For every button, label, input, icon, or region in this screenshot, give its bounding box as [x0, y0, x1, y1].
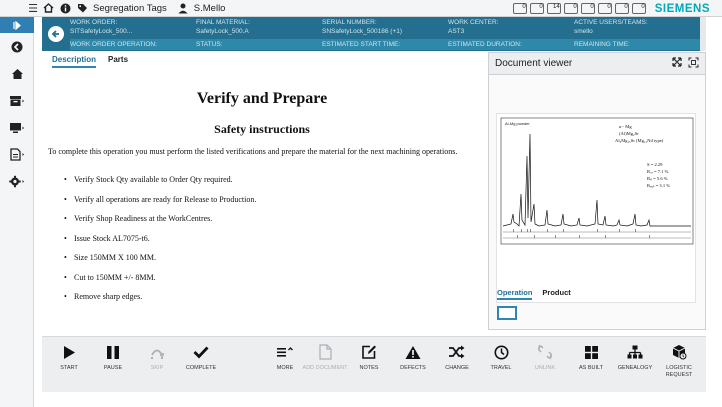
legend-item-1: α - Mg [619, 124, 632, 129]
unlink-icon [536, 343, 554, 361]
siemens-logo: SIEMENS [654, 2, 710, 15]
legend-item-2: (Al)Mg₂Sr [619, 131, 639, 136]
work-center-value: AST3 [448, 28, 465, 35]
complete-label: COMPLETE [185, 365, 217, 371]
remaining-time-label: REMAINING TIME: [574, 41, 630, 48]
document-page[interactable] [496, 113, 696, 303]
more-label: MORE [276, 365, 294, 371]
document-viewer-header [489, 53, 705, 75]
back-button[interactable] [48, 26, 64, 42]
list-item: • Issue Stock AL7075-t6. [64, 233, 150, 243]
hierarchy-icon [626, 343, 644, 361]
operation-title: Verify and Prepare [196, 90, 328, 107]
active-users-value: smello [574, 28, 593, 35]
document-viewer [488, 52, 706, 330]
defects-button[interactable] [388, 343, 438, 389]
description-panel [42, 70, 482, 332]
work-order-header [42, 17, 706, 51]
instruction-list [64, 175, 256, 312]
serial-number-label: SERIAL NUMBER: [322, 19, 377, 26]
unlink-button[interactable] [520, 343, 570, 389]
legend-item-3: Al₃Mg₁₅Sr (Mg₁₂Nd type) [615, 138, 664, 143]
pause-button[interactable] [88, 343, 138, 389]
unlink-label: UNLINK [534, 365, 556, 371]
complete-button[interactable] [176, 343, 226, 389]
tab-product[interactable]: Product [542, 288, 571, 297]
indicator-1-count: 0 [522, 4, 526, 10]
work-order-operation-label: WORK ORDER OPERATION: [70, 41, 157, 48]
indicator-6-count: 0 [607, 4, 611, 10]
operation-subtitle: Safety instructions [214, 122, 310, 136]
edit-note-icon [360, 343, 378, 361]
warning-icon [404, 343, 422, 361]
skip-button[interactable] [132, 343, 182, 389]
inventory-nav-icon[interactable] [0, 87, 34, 114]
indicator-5-icon[interactable] [581, 3, 595, 14]
tab-description[interactable]: Description [52, 55, 96, 68]
action-toolbar [42, 336, 706, 392]
checkmark-icon [192, 343, 210, 361]
expand-icon[interactable] [672, 57, 682, 70]
logistic-request-label: LOGISTIC REQUEST [665, 365, 693, 378]
change-label: CHANGE [445, 365, 469, 371]
operation-intro: To complete this operation you must perform the listed verifications and prepare the material for the next machining operations. [48, 147, 458, 156]
step-text: Verify Shop Readiness at the WorkCentres. [74, 214, 213, 223]
estimated-duration-label: ESTIMATED DURATION: [448, 41, 522, 48]
indicator-7-count: 0 [624, 4, 628, 10]
indicator-4-count: 0 [573, 4, 577, 10]
work-order-value: SITSafetyLock_500... [70, 28, 133, 35]
add-document-button[interactable] [300, 343, 350, 389]
home-icon[interactable] [42, 3, 55, 14]
indicator-4-icon[interactable] [564, 3, 578, 14]
pause-label: PAUSE [103, 365, 123, 371]
final-material-label: FINAL MATERIAL: [196, 19, 250, 26]
stat-4: Rₑₓₚ = 3.1 % [647, 183, 671, 188]
travel-button[interactable] [476, 343, 526, 389]
indicator-7-icon[interactable] [615, 3, 629, 14]
stat-3: Rₚ = 5.6 % [647, 176, 668, 181]
expand-sidebar-icon[interactable] [0, 17, 34, 33]
monitor-nav-icon[interactable] [0, 114, 34, 141]
defects-label: DEFECTS [400, 365, 426, 371]
indicator-3-count: 14 [553, 4, 560, 10]
genealogy-button[interactable] [610, 343, 660, 389]
estimated-start-time-label: ESTIMATED START TIME: [322, 41, 401, 48]
document-viewer-title: Document viewer [495, 58, 573, 69]
viewer-tabs [497, 288, 571, 300]
logistic-request-button[interactable] [654, 343, 704, 389]
status-indicators [513, 0, 710, 17]
list-item: • Verify all operations are ready for Release to Production. [64, 194, 257, 204]
as-built-button[interactable] [566, 343, 616, 389]
document-icon [316, 343, 334, 361]
fit-screen-icon[interactable] [688, 57, 699, 71]
header-scrollbar[interactable] [700, 17, 706, 51]
top-bar [0, 0, 722, 17]
play-icon [60, 343, 78, 361]
indicator-1-icon[interactable] [513, 3, 527, 14]
indicator-3-icon[interactable] [547, 3, 561, 14]
final-material-value: SafetyLock_500.A [196, 28, 249, 35]
step-text: Verify all operations are ready for Release to Production. [74, 194, 257, 204]
info-icon[interactable] [59, 3, 72, 14]
stat-2: R₇ₔ = 7.1 % [647, 169, 669, 174]
step-text: Verify Stock Qty available to Order Qty required. [74, 175, 233, 184]
list-item: • Remove sharp edges. [64, 292, 143, 301]
change-button[interactable] [432, 343, 482, 389]
tag-icon[interactable] [76, 3, 89, 14]
settings-nav-icon[interactable] [0, 168, 34, 195]
tab-parts[interactable]: Parts [108, 55, 129, 64]
document-thumbnail[interactable] [497, 306, 517, 320]
tab-operation[interactable]: Operation [497, 288, 532, 300]
indicator-6-icon[interactable] [598, 3, 612, 14]
plot-corner-label: Al-Mg powder [505, 121, 530, 126]
status-label: STATUS: [196, 41, 223, 48]
content-tabs [52, 55, 128, 68]
list-item: • Verify Shop Readiness at the WorkCentres. [64, 214, 213, 223]
list-item: • Size 150MM X 100 MM. [64, 253, 157, 262]
user-icon [177, 3, 190, 14]
step-text: Size 150MM X 100 MM. [74, 253, 157, 262]
indicator-8-count: 0 [641, 4, 645, 10]
list-item: • Verify Stock Qty available to Order Qty required. [64, 175, 233, 184]
segregation-tags-link[interactable]: Segregation Tags [93, 2, 167, 14]
more-menu-icon [276, 343, 294, 361]
step-text: Remove sharp edges. [74, 292, 143, 301]
step-text: Issue Stock AL7075-t6. [74, 233, 150, 243]
indicator-5-count: 0 [590, 4, 594, 10]
active-users-label: ACTIVE USERS/TEAMS: [574, 19, 648, 26]
work-order-label: WORK ORDER: [70, 19, 118, 26]
as-built-label: AS BUILT [578, 365, 604, 371]
shuffle-icon [448, 343, 466, 361]
travel-label: TRAVEL [490, 365, 512, 371]
step-text: Cut to 150MM +/- 8MM. [74, 272, 156, 282]
indicator-2-icon[interactable] [530, 3, 544, 14]
serial-number-value: SNSafetyLock_500186 (+1) [322, 28, 403, 35]
home-nav-icon[interactable] [0, 60, 34, 87]
indicator-8-icon[interactable] [632, 3, 646, 14]
skip-icon [148, 343, 166, 361]
genealogy-label: GENEALOGY [617, 365, 653, 371]
start-label: START [60, 365, 78, 371]
clock-icon [492, 343, 510, 361]
list-item: • Cut to 150MM +/- 8MM. [64, 272, 156, 282]
stat-1: S = 2.29 [647, 162, 663, 167]
notes-label: NOTES [359, 365, 379, 371]
indicator-2-count: 0 [539, 4, 543, 10]
work-center-label: WORK CENTER: [448, 19, 499, 26]
pause-icon [104, 343, 122, 361]
left-sidebar [0, 17, 34, 407]
add-document-label: ADD DOCUMENT [302, 365, 348, 371]
grid-icon [582, 343, 600, 361]
current-user-name[interactable]: S.Mello [193, 2, 226, 14]
documents-nav-icon[interactable] [0, 141, 34, 168]
hamburger-menu-icon[interactable]: ☰ [28, 2, 38, 15]
back-nav-icon[interactable] [0, 33, 34, 60]
xrd-plot-image [497, 114, 697, 304]
package-icon [670, 343, 688, 361]
notes-button[interactable] [344, 343, 394, 389]
start-button[interactable] [44, 343, 94, 389]
skip-label: SKIP [150, 365, 164, 371]
